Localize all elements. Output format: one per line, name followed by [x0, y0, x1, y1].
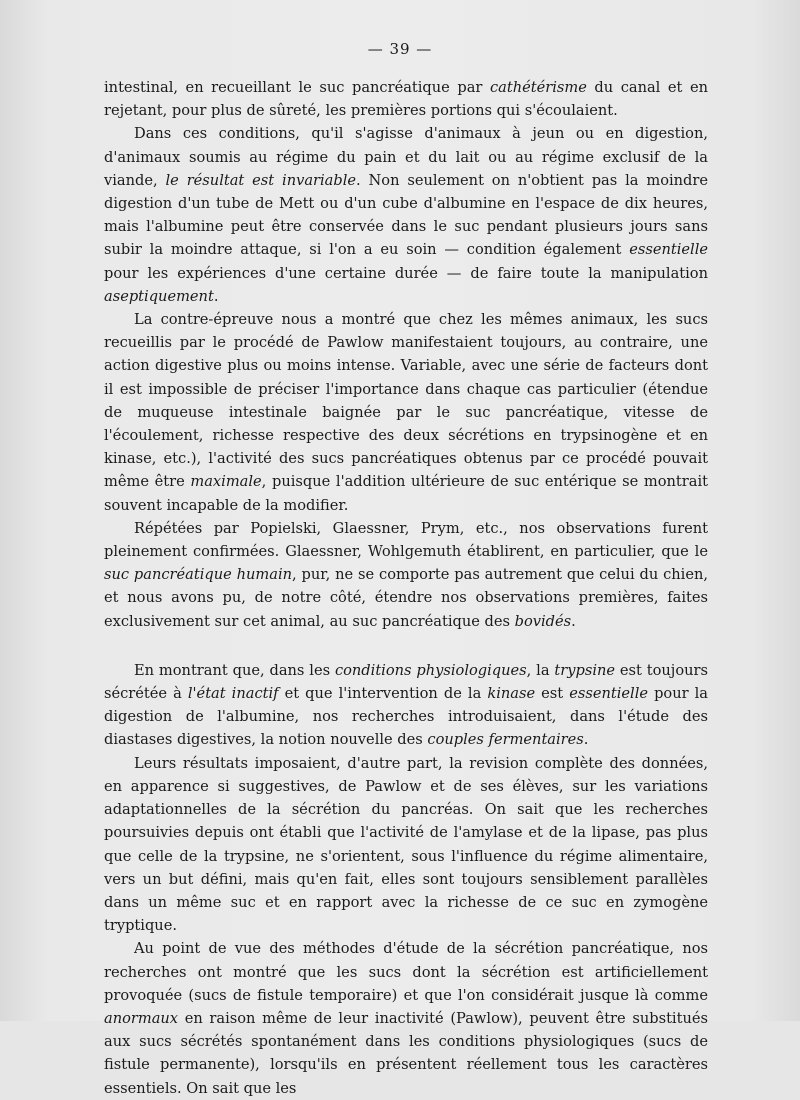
italic-text: conditions physiologiques	[334, 661, 527, 679]
text-run: En montrant que, dans les	[134, 661, 335, 679]
italic-text: aseptiquement	[104, 287, 214, 305]
text-run: du canal et en rejetant, pour plus de sûreté, les premières portions qui s'écoulaient.	[104, 79, 708, 120]
italic-text: essentielle	[629, 241, 708, 259]
text-run: est toujours sécrétée à	[104, 661, 708, 703]
paragraph	[104, 308, 708, 517]
text-run: . Non seulement on n'obtient pas la moindre digestion d'un tube de Mett ou d'un cube d'albumine en l'espace de dix heures, mais l'albumine peut être conservée dans le suc pendant plusieurs jours sans subir la moindre attaque, si l'on a eu soin — condition également	[104, 171, 708, 259]
text-run: Répétées par Popielski, Glaessner, Prym, etc., nos observations furent pleinement confirmées. Glaessner, Wohlgemuth établirent, en particulier, que le	[104, 519, 708, 561]
page-number: — 39 —	[367, 40, 433, 58]
paragraph	[104, 122, 708, 308]
italic-text: trypsine	[554, 661, 616, 679]
text-run: en raison même de leur inactivité (Pawlow), peuvent être substitués aux sucs sécrétés spontanément dans les conditions physiologiques (sucs de fistule permanente), lorsqu'ils en présentent réellement tous les caractères essentiels. On sait que les	[104, 1009, 708, 1097]
italic-text: le résultat est invariable	[165, 171, 357, 189]
body-text	[104, 76, 708, 1100]
italic-text: suc pancréatique humain	[104, 566, 293, 584]
italic-text: couples fermentaires	[427, 731, 584, 749]
section-gap	[104, 633, 708, 659]
text-run: intestinal, en recueillant le suc pancréatique par	[104, 79, 490, 96]
text-run: , puisque l'addition ultérieure de suc entérique se montrait souvent incapable de la modifier.	[104, 473, 709, 514]
paragraph	[104, 517, 708, 633]
text-run: , la	[526, 661, 555, 679]
italic-text: bovidés	[514, 612, 572, 630]
text-run: .	[571, 612, 576, 630]
text-run: Au point de vue des méthodes d'étude de la sécrétion pancréatique, nos recherches ont montré que les sucs dont la sécrétion est artificiellement provoquée (sucs de fistule temporaire) et que l'on considérait jusque là comme	[104, 940, 708, 1004]
italic-text: l'état inactif	[187, 685, 279, 703]
italic-text: essentielle	[569, 685, 649, 703]
text-run: Leurs résultats imposaient, d'autre part, la revision complète des données, en apparence si suggestives, de Pawlow et de ses élèves, sur les variations adaptationnelles de la sécrétion du pancréas. On sait que les recherches poursuivies depuis ont établi que l'activité de l'amylase et de la lipase, pas plus que celle de la trypsine, ne s'orientent, sous l'influence du régime alimentaire, vers un but défini, mais qu'en fait, elles sont toujours sensiblement parallèles dans un même suc et en rapport avec la richesse de ce suc en zymogène tryptique.	[104, 754, 708, 935]
italic-text: cathétérisme	[489, 79, 587, 96]
text-run: .	[213, 287, 219, 305]
italic-text: kinase	[487, 685, 536, 703]
text-run: La contre-épreuve nous a montré que chez les mêmes animaux, les sucs recueillis par le procédé de Pawlow manifestaient toujours, au contraire, une action digestive plus ou moins intense. Variable, avec une série de facteurs dont il est impossible de préciser l'importance dans chaque cas particulier (étendue de muqueuse intestinale baignée par le suc pancréatique, vitesse de l'écoulement, richesse respective des deux sécrétions en trypsinogène et en kinase, etc.), l'activité des sucs pancréatiques obtenus par ce procédé pouvait même être	[104, 311, 708, 491]
paragraph	[104, 937, 708, 1099]
text-run: pour la digestion de l'albumine, nos recherches introduisaient, dans l'étude des diastases digestives, la notion nouvelle des	[104, 685, 709, 749]
text-run: pour les expériences d'une certaine durée — de faire toute la manipulation	[104, 264, 708, 282]
text-run: , pur, ne se comporte pas autrement que celui du chien, et nous avons pu, de notre côté, étendre nos observations premières, faites exclusivement sur cet animal, au suc pancréatique des	[104, 566, 708, 630]
italic-text: maximale	[190, 473, 262, 491]
text-run: Dans ces conditions, qu'il s'agisse d'animaux à jeun ou en digestion, d'animaux soumis au régime du pain et du lait ou au régime exclusif de la viande,	[104, 125, 708, 189]
text-run: est	[535, 685, 570, 703]
paragraph	[104, 752, 708, 938]
text-run: .	[583, 731, 589, 749]
text-run: et que l'intervention de la	[278, 685, 488, 703]
paragraph	[104, 76, 708, 122]
italic-text: anormaux	[104, 1009, 179, 1027]
paragraph	[104, 659, 708, 752]
